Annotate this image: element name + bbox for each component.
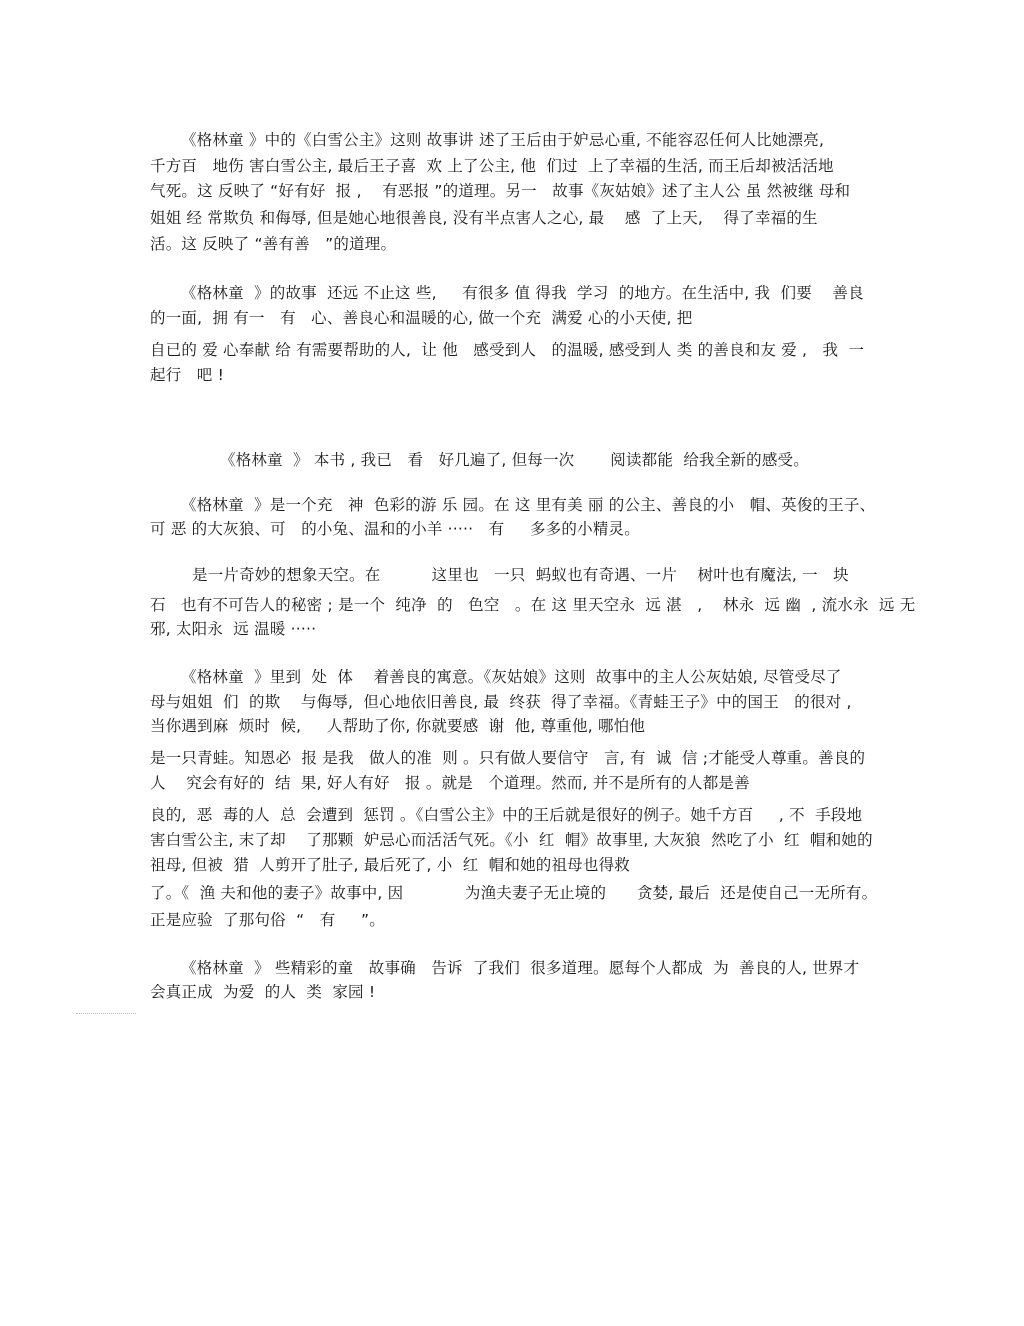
paragraph-2-line-2: 的一面, 拥 有一 有 心、善良心和温暖的心, 做一个充 满爱 心的小天使, 把 [150, 309, 693, 327]
paragraph-6-line-5: 人 究会有好的 结 果, 好人有好 报 。就是 个道理。然而, 并不是所有的人都是善 [150, 774, 750, 792]
paragraph-1-line-4: 姐姐 经 常欺负 和侮辱, 但是她心地很善良, 没有半点害人之心, 最 感 了上天, 得了幸福的生 [150, 209, 818, 227]
paragraph-4-line-1: 《格林童 》是一个充 神 色彩的游 乐 园。在 这 里有美 丽 的公主、善良的小 帽、英俊的王子、 [181, 496, 876, 514]
paragraph-3-line-1: 《格林童 》 本书 , 我已 看 好几遍了, 但每一次 阅读都能 给我全新的感受。 [220, 451, 809, 469]
paragraph-6-line-9: 了。《 渔 夫和他的妻子》故事中, 因 为渔夫妻子无止境的 贪婪, 最后 还是使自己一无所有。 [150, 884, 878, 902]
paragraph-5-line-1: 是一片奇妙的想象天空。在 这里也 一只 蚂蚁也有奇遇、一片 树叶也有魔法, 一 块 [192, 566, 849, 584]
paragraph-7-line-1: 《格林童 》 些精彩的童 故事确 告诉 了我们 很多道理。愿每个人都成 为 善良的人, 世界才 [181, 959, 860, 977]
paragraph-6-line-1: 《格林童 》里到 处 体 着善良的寓意。《灰姑娘》这则 故事中的主人公灰姑娘, 尽管受尽了 [181, 668, 842, 686]
paragraph-6-line-10: 正是应验 了那句俗 “ 有 ”。 [150, 911, 385, 929]
paragraph-6-line-8: 祖母, 但被 猎 人剪开了肚子, 最后死了, 小 红 帽和她的祖母也得救 [150, 856, 630, 874]
paragraph-5-line-2: 石 也有不可告人的秘密 ; 是一个 纯净 的 色空 。在 这 里天空永 远 湛 , 林永 远 幽 , 流水永 远 无 [150, 596, 916, 614]
paragraph-4-line-2: 可 恶 的大灰狼、可 的小兔、温和的小羊 ····· 有 多多的小精灵。 [150, 520, 640, 538]
paragraph-6-line-3: 当你遇到麻 烦时 候, 人帮助了你, 你就要感 谢 他, 尊重他, 哪怕他 [150, 717, 646, 735]
paragraph-2-line-4: 起行 吧 ! [150, 366, 225, 384]
paragraph-2-line-3: 自已的 爱 心奉献 给 有需要帮助的人, 让 他 感受到人 的温暖, 感受到人 类 的善良和友 爱 , 我 一 [150, 341, 865, 359]
paragraph-2-line-1: 《格林童 》的故事 还远 不止这 些, 有很多 值 得我 学习 的地方。在生活中, 我 们要 善良 [181, 284, 864, 302]
paragraph-6-line-7: 害白雪公主, 末了却 了那颗 妒忌心而活活气死。《小 红 帽》故事里, 大灰狼 然吃了小 红 帽和她的 [150, 831, 873, 849]
footer-divider [76, 1013, 136, 1014]
paragraph-5-line-3: 邪, 太阳永 远 温暖 ····· [150, 620, 317, 638]
paragraph-6-line-6: 良的, 恶 毒的人 总 会遭到 惩罚 。《白雪公主》中的王后就是很好的例子。她千方百 , 不 手段地 [150, 806, 863, 824]
paragraph-6-line-2: 母与姐姐 们 的欺 与侮辱, 但心地依旧善良, 最 终获 得了幸福。《青蛙王子》中的国王 的很对 , [150, 693, 852, 711]
paragraph-7-line-2: 会真正成 为爱 的人 类 家园 ! [150, 983, 376, 1001]
paragraph-1-line-5: 活。这 反映了 “善有善 ”的道理。 [150, 235, 397, 253]
paragraph-1-line-3: 气死。这 反映了 “好有好 报 , 有恶报 ”的道理。另一 故事《灰姑娘》述了主人公 虽 然被继 母和 [150, 182, 851, 200]
paragraph-1-line-1: 《格林童 》中的《白雪公主》这则 故事讲 述了王后由于妒忌心重, 不能容忍任何人比她漂亮, [181, 131, 825, 149]
paragraph-6-line-4: 是一只青蛙。知恩必 报 是我 做人的准 则 。只有做人要信守 言, 有 诚 信 ;才能受人尊重。善良的 [150, 749, 866, 767]
paragraph-1-line-2: 千方百 地伤 害白雪公主, 最后王子喜 欢 上了公主, 他 们过 上了幸福的生活, 而王后却被活活地 [150, 157, 834, 175]
